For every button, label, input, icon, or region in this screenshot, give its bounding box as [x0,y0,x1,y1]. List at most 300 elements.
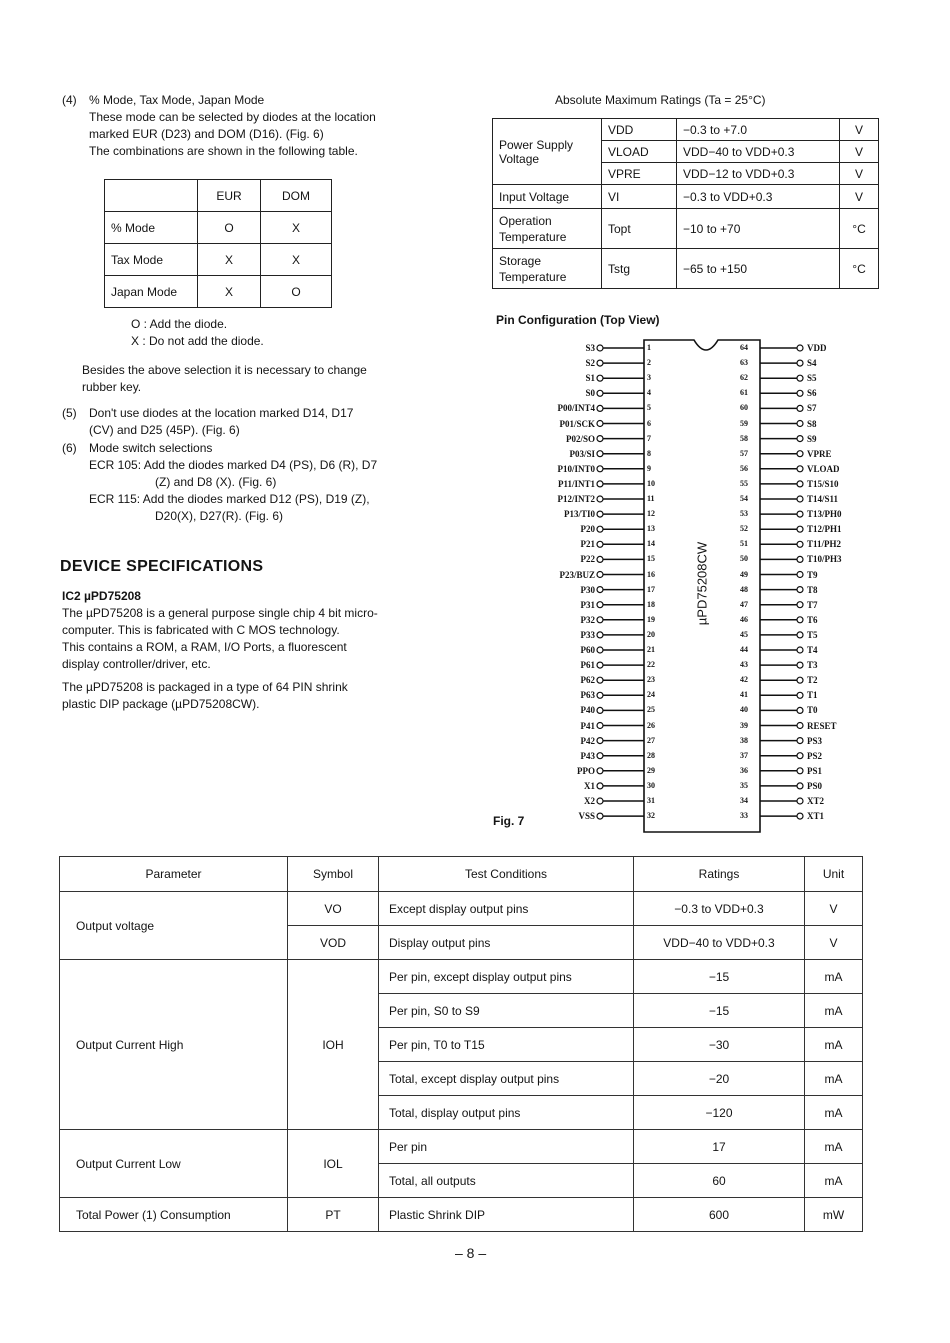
pin-terminal [597,496,603,502]
pin-label: VDD [807,343,827,353]
spec-symbol: PT [288,1198,379,1232]
item6-block [89,440,449,525]
pin-number: 50 [740,554,748,564]
pin-label: P42 [580,735,595,746]
pin-label: T5 [807,629,818,640]
besides-line: Besides the above selection it is necessary to change [82,363,367,377]
spec-condition: Per pin, T0 to T15 [379,1028,634,1062]
pin-terminal [597,753,603,759]
pin-label: T13/PH0 [807,509,842,520]
spec-symbol: VOD [288,926,379,960]
pin-terminal [597,405,603,411]
pin-terminal [597,723,603,729]
spec-unit: mA [805,1062,863,1096]
pin-number: 56 [740,463,748,473]
spec-condition: Plastic Shrink DIP [379,1198,634,1232]
pin-terminal [597,436,603,442]
power-label-line: Voltage [499,151,540,166]
pin-label: P20 [580,524,595,535]
spec-header: Unit [805,857,863,892]
pin-terminal [597,813,603,819]
ecr105-line: ECR 105: Add the diodes marked D4 (PS), D6 (R), D7 [89,458,378,472]
pin-label: VPRE [807,448,832,459]
pin-number: 63 [740,358,748,368]
abs-unit: V [840,163,879,185]
spec-header: Test Conditions [379,857,634,892]
spec-symbol: VO [288,892,379,926]
pin-number: 1 [647,343,651,352]
pin-terminal [597,617,603,623]
abs-unit: °C [840,209,879,249]
mode-table [104,179,332,308]
pin-terminal [597,798,603,804]
besides-line: rubber key. [82,380,142,394]
spec-symbol: IOH [288,960,379,1130]
pin-number: 6 [647,418,651,428]
spec-header: Parameter [60,857,288,892]
item4-line: marked EUR (D23) and DOM (D16). (Fig. 6) [89,127,324,141]
pin-terminal [797,496,803,502]
pin-label: P43 [580,750,595,761]
mode-table-cell: Tax Mode [105,244,198,276]
pin-terminal [597,783,603,789]
pin-label: PPO [577,765,595,776]
pin-label: T6 [807,614,818,625]
pin-label: X1 [584,780,595,791]
pin-label: T15/S10 [807,478,839,489]
spec-condition: Per pin, S0 to S9 [379,994,634,1028]
pin-number: 53 [740,509,748,519]
spec-condition: Per pin [379,1130,634,1164]
spec-rating: 17 [634,1130,805,1164]
pin-label: P21 [580,539,595,550]
pin-label: T12/PH1 [807,524,842,535]
pin-number: 11 [647,494,655,503]
pin-label: P00/INT4 [557,403,595,414]
pin-number: 44 [740,645,748,654]
item4-line: The combinations are shown in the following table. [89,144,358,158]
spec-rating: −120 [634,1096,805,1130]
spec-symbol: IOL [288,1130,379,1198]
pin-terminal [597,662,603,668]
pin-terminal [597,511,603,517]
pin-number: 61 [740,388,748,398]
pin-label: P30 [580,584,595,595]
abs-unit: V [840,141,879,163]
pin-number: 27 [647,735,655,745]
spec-rating: −15 [634,960,805,994]
pin-terminal [597,556,603,562]
pin-terminal [597,647,603,653]
spec-condition: Total, display output pins [379,1096,634,1130]
spec-unit: mW [805,1198,863,1232]
pin-terminal [597,541,603,547]
abs-value: −10 to +70 [677,209,840,249]
pin-terminal [797,481,803,487]
pin-label: VSS [578,811,595,822]
pin-number: 10 [647,478,655,488]
pin-number: 59 [740,418,748,428]
pin-number: 22 [647,660,655,670]
pin-number: 47 [740,599,748,609]
pin-terminal [597,451,603,457]
pin-terminal [597,421,603,427]
pin-number: 30 [647,780,655,790]
pin-terminal [797,798,803,804]
pin-number: 20 [647,629,655,639]
abs-symbol: Tstg [602,249,677,289]
abs-unit: V [840,119,879,141]
ic-desc-line: plastic DIP package (µPD75208CW). [62,697,260,711]
spec-rating: −15 [634,994,805,1028]
item5-line: Don't use diodes at the location marked D14, D17 [89,406,354,420]
device-spec-heading: DEVICE SPECIFICATIONS [60,558,264,575]
mode-table-header [105,180,198,212]
abs-value: VDD−12 to VDD+0.3 [677,163,840,185]
pin-label: T8 [807,584,818,595]
spec-unit: mA [805,1164,863,1198]
pin-number: 57 [740,448,748,458]
spec-param: Total Power (1) Consumption [60,1198,288,1232]
pin-number: 16 [647,569,655,579]
pin-terminal [597,481,603,487]
pin-label: PS2 [807,750,823,761]
spec-condition: Except display output pins [379,892,634,926]
pin-label: T11/PH2 [807,539,842,550]
item4-title: % Mode, Tax Mode, Japan Mode [89,93,265,107]
pin-label: S3 [585,343,595,353]
pin-number: 54 [740,494,748,503]
abs-symbol: VI [602,185,677,209]
pin-number: 32 [647,811,655,821]
ic-desc-line: The µPD75208 is a general purpose single chip 4 bit micro- [62,606,378,620]
pin-number: 62 [740,373,748,383]
pin-label: S7 [807,403,817,414]
pin-terminal [797,587,803,593]
pin-terminal [597,677,603,683]
pin-terminal [597,602,603,608]
ecr115-line: D20(X), D27(R). (Fig. 6) [155,509,284,523]
pin-label: P61 [580,660,595,671]
legend-no-add: X : Do not add the diode. [131,334,264,348]
abs-value: −65 to +150 [677,249,840,289]
pin-terminal [597,738,603,744]
pin-label: T9 [807,569,818,580]
pin-terminal [797,753,803,759]
pin-terminal [797,466,803,472]
pin-terminal [597,345,603,351]
pin-number: 24 [647,690,655,700]
pin-label: XT2 [807,796,825,806]
item5-line: (CV) and D25 (45P). (Fig. 6) [89,423,240,437]
pin-label: P12/INT2 [557,494,595,504]
spec-condition: Total, all outputs [379,1164,634,1198]
pin-terminal [597,572,603,578]
pin-label: T14/S11 [807,494,839,504]
pin-terminal [597,375,603,381]
pin-number: 35 [740,780,748,790]
pin-number: 8 [647,448,651,458]
pin-number: 15 [647,554,655,564]
pin-number: 29 [647,765,655,775]
item6-number: (6) [62,441,77,455]
item4-line: These mode can be selected by diodes at the location [89,110,376,124]
pin-terminal [797,405,803,411]
legend-add: O : Add the diode. [131,317,228,331]
pin-label: P40 [580,705,595,716]
pin-label: S0 [585,388,595,399]
abs-param: Storage Temperature [493,249,602,289]
pin-label: RESET [807,720,837,731]
pin-label: S5 [807,373,817,384]
pin-terminal [597,768,603,774]
pin-number: 52 [740,524,748,534]
abs-symbol: Topt [602,209,677,249]
pin-label: PS1 [807,765,823,776]
pin-terminal [797,677,803,683]
pin-terminal [597,526,603,532]
pin-number: 25 [647,705,655,715]
pin-number: 31 [647,796,655,805]
abs-value: −0.3 to VDD+0.3 [677,185,840,209]
pin-terminal [797,707,803,713]
pin-number: 13 [647,524,655,534]
pin-number: 2 [647,358,651,368]
abs-value: VDD−40 to VDD+0.3 [677,141,840,163]
item5-number: (5) [62,406,77,420]
pin-label: T7 [807,599,818,610]
spec-param: Output Current High [60,960,288,1130]
mode-table-cell: Japan Mode [105,276,198,308]
ecr115-line: ECR 115: Add the diodes marked D12 (PS), D19 (Z), [89,492,370,506]
spec-rating: 600 [634,1198,805,1232]
pin-number: 41 [740,690,748,700]
pin-terminal [797,662,803,668]
pin-label: P60 [580,645,595,655]
mode-table-cell: O [198,212,261,244]
pin-number: 12 [647,509,655,519]
spec-unit: mA [805,1130,863,1164]
pin-label: T3 [807,660,818,671]
ic-desc-line: The µPD75208 is packaged in a type of 64 PIN shrink [62,680,348,694]
pin-terminal [797,451,803,457]
pin-number: 9 [647,463,651,473]
pin-label: P62 [580,675,595,686]
pin-label: S6 [807,388,817,399]
legend [131,316,264,350]
besides-note [82,362,442,396]
abs-param: Operation Temperature [493,209,602,249]
pin-number: 43 [740,660,748,670]
pin-number: 45 [740,629,748,639]
pin-label: P11/INT1 [557,478,595,489]
pin-diagram [490,338,870,838]
pin-label: P10/INT0 [557,463,595,474]
ic-desc-line: computer. This is fabricated with C MOS technology. [62,623,340,637]
pin-number: 19 [647,614,655,624]
abs-unit: °C [840,249,879,289]
pin-terminal [797,632,803,638]
pin-terminal [797,345,803,351]
ic-desc-line: This contains a ROM, a RAM, I/O Ports, a fluorescent [62,640,347,654]
pin-terminal [597,707,603,713]
spec-rating: −30 [634,1028,805,1062]
pin-terminal [597,692,603,698]
pin-number: 4 [647,388,651,398]
pin-label: P23/BUZ [559,569,595,580]
abs-symbol: VLOAD [602,141,677,163]
pin-label: P01/SCK [559,418,595,429]
mode-table-cell: X [198,276,261,308]
mode-table-cell: X [261,212,332,244]
pin-terminal [797,813,803,819]
pin-terminal [797,602,803,608]
spec-rating: −0.3 to VDD+0.3 [634,892,805,926]
pin-terminal [797,692,803,698]
spec-unit: V [805,892,863,926]
pin-label: P63 [580,690,595,701]
pin-number: 28 [647,750,655,760]
abs-symbol: VDD [602,119,677,141]
pin-terminal [597,390,603,396]
pin-label: S2 [585,358,595,369]
pin-number: 46 [740,614,748,624]
abs-max-table [492,118,879,289]
pin-number: 37 [740,750,748,760]
pin-label: P02/SO [565,433,595,444]
pin-number: 38 [740,735,748,745]
pin-label: XT1 [807,811,825,822]
pin-label: P33 [580,629,595,640]
abs-unit: V [840,185,879,209]
pin-terminal [797,783,803,789]
pin-terminal [797,647,803,653]
spec-header: Symbol [288,857,379,892]
pin-number: 18 [647,599,655,609]
pin-terminal [797,436,803,442]
pin-label: P13/TI0 [563,509,595,520]
pin-label: S8 [807,418,817,429]
pin-terminal [797,421,803,427]
power-supply-label [493,119,602,185]
spec-condition: Per pin, except display output pins [379,960,634,994]
spec-condition: Total, except display output pins [379,1062,634,1096]
pin-number: 40 [740,705,748,715]
abs-max-title: Absolute Maximum Ratings (Ta = 25°C) [555,93,766,107]
pin-number: 14 [647,539,655,549]
pin-terminal [797,541,803,547]
pin-config-title: Pin Configuration (Top View) [496,313,660,327]
mode-table-cell: X [261,244,332,276]
pin-terminal [797,390,803,396]
pin-number: 49 [740,569,748,579]
pin-terminal [597,632,603,638]
pin-number: 42 [740,675,748,685]
pin-label: S9 [807,433,817,444]
spec-rating: VDD−40 to VDD+0.3 [634,926,805,960]
abs-value: −0.3 to +7.0 [677,119,840,141]
pin-terminal [797,556,803,562]
item4-number: (4) [62,93,77,107]
pin-terminal [797,768,803,774]
abs-symbol: VPRE [602,163,677,185]
pin-number: 21 [647,645,655,654]
pin-number: 51 [740,539,748,549]
pin-label: T4 [807,645,818,655]
pin-number: 58 [740,433,748,443]
pin-label: X2 [584,796,595,806]
pin-terminal [597,360,603,366]
pin-terminal [797,572,803,578]
pin-number: 55 [740,478,748,488]
pin-terminal [797,617,803,623]
pin-terminal [797,360,803,366]
item5-block [89,405,449,439]
pin-number: 39 [740,720,748,730]
pin-label: VLOAD [807,463,840,474]
pin-number: 17 [647,584,655,594]
pin-label: P31 [580,599,595,610]
abs-param: Input Voltage [493,185,602,209]
pin-number: 64 [740,343,748,352]
pin-terminal [797,511,803,517]
mode-table-header: DOM [261,180,332,212]
item6-title: Mode switch selections [89,441,213,455]
pin-label: S4 [807,358,817,369]
pin-label: T1 [807,690,818,701]
spec-rating: −20 [634,1062,805,1096]
pin-label: S1 [585,373,595,384]
pin-terminal [797,738,803,744]
pin-number: 36 [740,765,748,775]
ic-desc-line: display controller/driver, etc. [62,657,211,671]
pin-label: P41 [580,720,595,731]
ecr105-line: (Z) and D8 (X). (Fig. 6) [155,475,277,489]
pin-number: 34 [740,796,748,805]
mode-table-cell: X [198,244,261,276]
spec-header: Ratings [634,857,805,892]
pin-label: T2 [807,675,818,686]
pin-number: 5 [647,403,651,413]
ic-description [62,605,452,713]
pin-number: 60 [740,403,748,413]
spec-condition: Display output pins [379,926,634,960]
power-label-line: Power Supply [499,137,574,152]
pin-label: P32 [580,614,595,625]
mode-table-header: EUR [198,180,261,212]
page-number: – 8 – [455,1245,487,1261]
pin-label: PS0 [807,780,823,791]
pin-terminal [597,587,603,593]
pin-label: PS3 [807,735,823,746]
pin-label: P22 [580,554,595,565]
pin-terminal [797,723,803,729]
spec-rating: 60 [634,1164,805,1198]
spec-table [59,856,863,1232]
spec-unit: mA [805,994,863,1028]
pin-label: T10/PH3 [807,554,842,565]
mode-table-cell: % Mode [105,212,198,244]
pin-number: 48 [740,584,748,594]
spec-unit: V [805,926,863,960]
pin-terminal [797,526,803,532]
spec-unit: mA [805,1096,863,1130]
pin-number: 26 [647,720,655,730]
spec-unit: mA [805,1028,863,1062]
fig-label: Fig. 7 [493,814,525,828]
chip-label-wrap [695,528,709,638]
pin-number: 33 [740,811,748,821]
